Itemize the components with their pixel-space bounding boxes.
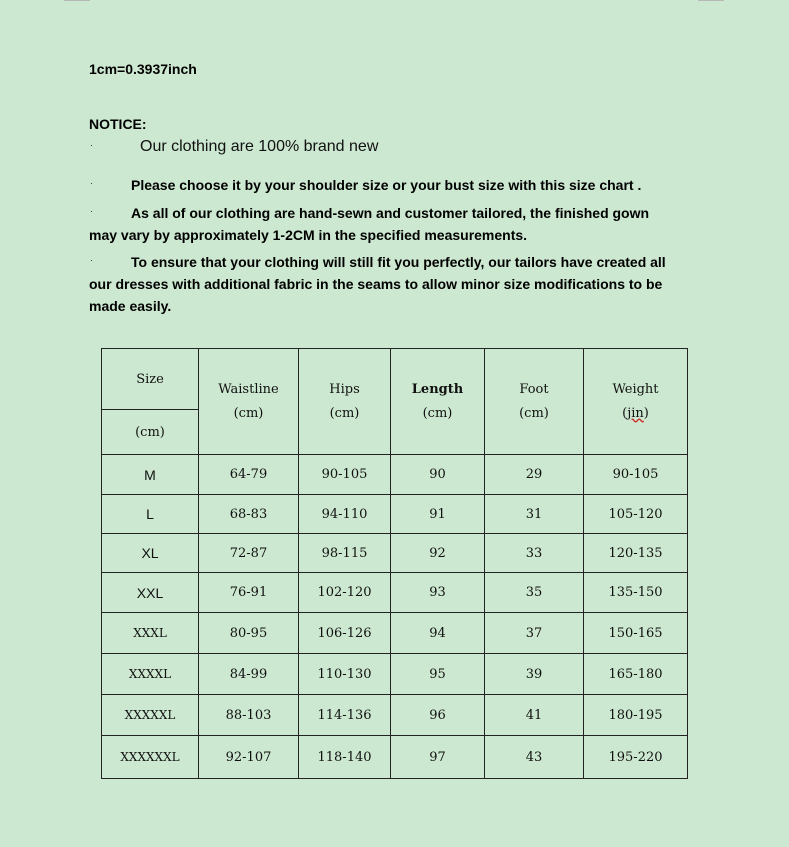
cell-foot: 35 [485, 573, 584, 613]
cell-hips: 102-120 [299, 573, 391, 613]
cell-hips: 106-126 [299, 613, 391, 654]
table-row [102, 455, 688, 495]
cell-waist: 64-79 [199, 455, 299, 495]
cell-size: XL [102, 534, 199, 573]
header-hips [299, 349, 391, 455]
header-hips-label: Hips [329, 381, 360, 397]
cell-foot: 41 [485, 695, 584, 736]
cell-hips: 90-105 [299, 455, 391, 495]
header-waistline-unit: (cm) [233, 405, 264, 421]
header-weight-label: Weight [612, 381, 659, 397]
header-foot [485, 349, 584, 455]
table-row [102, 573, 688, 613]
size-chart-table [101, 348, 688, 779]
cell-foot: 37 [485, 613, 584, 654]
cell-weight: 90-105 [584, 455, 688, 495]
cell-length: 94 [391, 613, 485, 654]
header-length [391, 349, 485, 455]
cell-weight: 195-220 [584, 736, 688, 779]
cell-size: XXXL [102, 613, 199, 654]
notice-para-fit [89, 251, 709, 317]
table-row [102, 695, 688, 736]
header-weight-unit-close: ) [643, 405, 649, 421]
cell-hips: 118-140 [299, 736, 391, 779]
header-waistline [199, 349, 299, 455]
bullet-4: · [90, 255, 93, 265]
cell-waist: 92-107 [199, 736, 299, 779]
cell-foot: 39 [485, 654, 584, 695]
table-row [102, 654, 688, 695]
header-foot-unit: (cm) [519, 405, 549, 421]
page-edge-mark-left [64, 0, 90, 1]
cell-hips: 114-136 [299, 695, 391, 736]
notice-title: NOTICE: [89, 116, 147, 132]
header-weight-unit-open: ( [622, 405, 628, 421]
bullet-3: · [90, 206, 93, 216]
header-length-unit: (cm) [422, 405, 453, 421]
cell-waist: 84-99 [199, 654, 299, 695]
conversion-note: 1cm=0.3937inch [89, 61, 197, 77]
table-row [102, 534, 688, 573]
cell-length: 95 [391, 654, 485, 695]
cell-foot: 43 [485, 736, 584, 779]
notice-para-choose-text: Please choose it by your shoulder size or your bust size with this size chart . [131, 177, 642, 193]
cell-size: XXXXL [102, 654, 199, 695]
notice-para-fit-line3: made easily. [89, 298, 172, 314]
cell-length: 96 [391, 695, 485, 736]
cell-length: 90 [391, 455, 485, 495]
cell-foot: 29 [485, 455, 584, 495]
notice-line-brand-new: Our clothing are 100% brand new [140, 138, 379, 155]
cell-size: M [102, 455, 199, 495]
table-row [102, 736, 688, 779]
notice-para-fit-line1: To ensure that your clothing will still fit you perfectly, our tailors have created all [131, 254, 666, 270]
header-size: Size [102, 349, 199, 410]
cell-foot: 33 [485, 534, 584, 573]
cell-length: 91 [391, 495, 485, 534]
cell-waist: 76-91 [199, 573, 299, 613]
bullet-2: · [90, 178, 93, 188]
cell-size: XXL [102, 573, 199, 613]
cell-waist: 80-95 [199, 613, 299, 654]
cell-hips: 110-130 [299, 654, 391, 695]
notice-para-hand-sewn-line2: may vary by approximately 1-2CM in the specified measurements. [89, 227, 528, 243]
page-edge-mark-right [698, 0, 724, 1]
table-header-row [102, 349, 688, 410]
header-hips-unit: (cm) [329, 405, 360, 421]
cell-size: XXXXXXL [102, 736, 199, 779]
notice-para-hand-sewn [89, 202, 709, 246]
notice-para-hand-sewn-line1: As all of our clothing are hand-sewn and customer tailored, the finished gown [131, 205, 650, 221]
cell-weight: 105-120 [584, 495, 688, 534]
cell-waist: 68-83 [199, 495, 299, 534]
cell-hips: 94-110 [299, 495, 391, 534]
notice-para-fit-line2: our dresses with additional fabric in the seams to allow minor size modifications to be [89, 276, 663, 292]
cell-waist: 72-87 [199, 534, 299, 573]
notice-para-choose [89, 174, 709, 196]
cell-length: 92 [391, 534, 485, 573]
cell-length: 93 [391, 573, 485, 613]
header-size-unit: (cm) [102, 410, 199, 455]
cell-foot: 31 [485, 495, 584, 534]
cell-length: 97 [391, 736, 485, 779]
cell-size: L [102, 495, 199, 534]
cell-weight: 165-180 [584, 654, 688, 695]
cell-weight: 135-150 [584, 573, 688, 613]
cell-weight: 180-195 [584, 695, 688, 736]
header-weight [584, 349, 688, 455]
table-row [102, 495, 688, 534]
cell-hips: 98-115 [299, 534, 391, 573]
cell-weight: 150-165 [584, 613, 688, 654]
cell-weight: 120-135 [584, 534, 688, 573]
header-foot-label: Foot [519, 381, 549, 397]
cell-waist: 88-103 [199, 695, 299, 736]
cell-size: XXXXXL [102, 695, 199, 736]
bullet-1: · [90, 140, 93, 150]
table-row [102, 613, 688, 654]
header-waistline-label: Waistline [218, 381, 279, 397]
header-length-label: Length [411, 381, 464, 397]
header-weight-unit: jin [627, 405, 644, 421]
